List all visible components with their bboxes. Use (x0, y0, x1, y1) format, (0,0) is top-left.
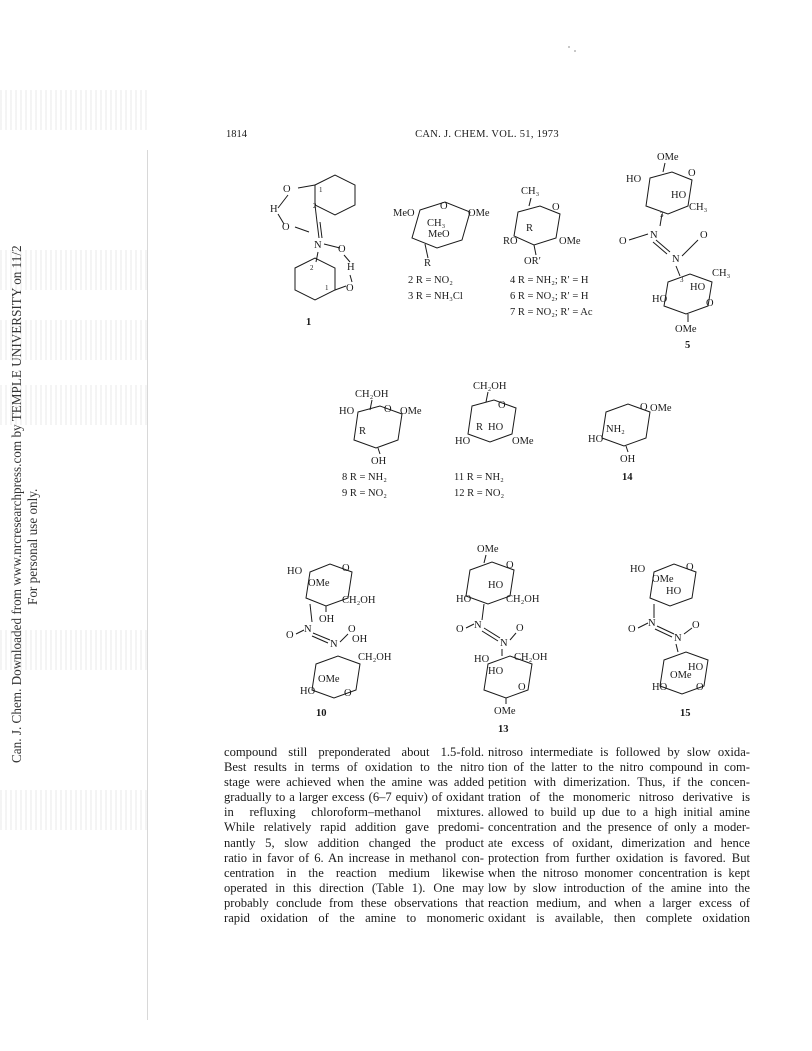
hydroxymethyl-label: CH₂OH (473, 381, 507, 392)
compound-2-3-structure (393, 201, 490, 302)
methoxy-label: OMe (559, 236, 581, 247)
compound-number-10: 10 (316, 708, 327, 719)
ring-oxygen-label: O (440, 201, 448, 212)
hydrogen-label: H (347, 262, 355, 273)
hydroxyl-label: HO (671, 190, 687, 201)
methoxy-label: MeO (393, 208, 415, 219)
caption-compound-9: 9 R = NO₂ (342, 488, 387, 499)
text-line: probably conclude from these observations that (224, 895, 484, 910)
ring-locant: 1 (325, 284, 329, 292)
scan-speck (568, 46, 570, 48)
methoxy-label: OMe (308, 578, 330, 589)
oxygen-label: O (283, 184, 291, 195)
amino-label: NH₂ (606, 424, 625, 435)
text-line: in refluxing chloroform–methanol mixtures. (224, 805, 484, 820)
compound-number-14: 14 (622, 472, 633, 483)
hydroxyl-label: HO (339, 406, 355, 417)
scan-edge-line (147, 150, 148, 1020)
nitrogen-label: N (304, 624, 312, 635)
hydroxyl-label: HO (652, 294, 668, 305)
hydroxyl-label: OH (319, 614, 335, 625)
methyl-label: CH₃ (521, 186, 540, 197)
compound-number-15: 15 (680, 708, 691, 719)
hydroxyl-label: HO (666, 586, 682, 597)
hydroxyl-label: OH (371, 456, 387, 467)
hydroxyl-label: HO (652, 682, 668, 693)
text-line: petition with dimerization. Thus, if the concen- (488, 775, 750, 790)
text-line: rapid oxidation of the amine to monomeric (224, 911, 484, 926)
ring-oxygen-label: O (506, 560, 514, 571)
oxygen-label: O (282, 222, 290, 233)
text-line: oxidant is available, then complete oxidation (488, 911, 750, 926)
compound-11-12-structure (454, 381, 534, 499)
compound-4-6-7-structure (503, 186, 593, 318)
hydroxyl-label: HO (488, 666, 504, 677)
body-text-right-column (488, 745, 750, 926)
methoxy-label: OMe (512, 436, 534, 447)
structures-figure (225, 143, 765, 743)
compound-15-structure (628, 562, 708, 719)
substituent-ro-label: RO (503, 236, 518, 247)
text-line: ate excess of oxidant, dimerization and hence (488, 835, 750, 850)
text-line: protection from further oxidation is favored. But (488, 850, 750, 865)
oxygen-label: O (286, 630, 294, 641)
nitrogen-label: N (672, 254, 680, 265)
methoxy-label: OMe (468, 208, 490, 219)
hydroxyl-label: HO (455, 436, 471, 447)
compound-10-structure (286, 563, 392, 719)
oxygen-label: O (628, 624, 636, 635)
page-number: 1814 (226, 129, 247, 140)
caption-compound-4: 4 R = NH₂; R′ = H (510, 275, 589, 286)
text-line: gradually to a larger excess (6–7 equiv) of oxidant (224, 790, 484, 805)
substituent-r-label: R (424, 258, 432, 269)
text-line: reaction medium, and when a larger excess of (488, 895, 750, 910)
ring-oxygen-label: O (498, 400, 506, 411)
ring-oxygen-label: O (696, 682, 704, 693)
methoxy-label: OMe (494, 706, 516, 717)
hydroxymethyl-label: CH₂OH (358, 652, 392, 663)
ring-oxygen-label: O (640, 402, 648, 413)
text-line: stage were achieved when the amine was added (224, 775, 484, 790)
caption-compound-3: 3 R = NH₃Cl (408, 291, 463, 302)
text-line: Best results in terms of oxidation to the nitro (224, 760, 484, 775)
compound-number-13: 13 (498, 724, 509, 735)
methoxy-label: OMe (650, 403, 672, 414)
hydroxymethyl-label: CH₂OH (355, 389, 389, 400)
hydroxyl-label: HO (488, 422, 504, 433)
ring-locant: 2 (310, 264, 314, 272)
methyl-label: CH₃ (427, 218, 446, 229)
hydroxymethyl-label: CH₂OH (514, 652, 548, 663)
text-line: operated in this direction (Table 1). One may (224, 880, 484, 895)
text-line: low by slow introduction of the amine into the (488, 880, 750, 895)
oxygen-label: O (619, 236, 627, 247)
ring-locant: 2 (313, 202, 317, 210)
oxygen-label: O (700, 230, 708, 241)
methyl-label: CH₃ (689, 202, 708, 213)
hydroxyl-label: HO (588, 434, 604, 445)
nitrogen-label: N (500, 638, 508, 649)
caption-compound-6: 6 R = NO₂; R′ = H (510, 291, 589, 302)
journal-running-title: CAN. J. CHEM. VOL. 51, 1973 (415, 129, 559, 140)
hydroxyl-label: OH (352, 634, 368, 645)
text-line: tion of the latter to the nitro compound in com- (488, 760, 750, 775)
compound-8-9-structure (339, 389, 422, 499)
compound-1-structure (270, 175, 355, 328)
text-line: ratio in favor of 6. An increase in methanol con- (224, 850, 484, 865)
scan-speck (574, 50, 576, 52)
caption-compound-2: 2 R = NO₂ (408, 275, 453, 286)
ring-oxygen-label: O (686, 562, 694, 573)
nitrogen-label: N (314, 240, 322, 251)
ring-locant: 1 (319, 186, 323, 194)
compound-14-structure (588, 402, 672, 483)
methoxy-label: OMe (652, 574, 674, 585)
substituent-or-prime-label: OR′ (524, 256, 541, 267)
hydroxyl-label: HO (630, 564, 646, 575)
ring-oxygen-label: O (688, 168, 696, 179)
hydroxyl-label: HO (300, 686, 316, 697)
download-watermark (4, 245, 44, 765)
methoxy-label: OMe (675, 324, 697, 335)
compound-13-structure (456, 544, 548, 735)
hydroxyl-label: HO (690, 282, 706, 293)
watermark-line-1: Can. J. Chem. Downloaded from www.nrcresearchpress.com by TEMPLE UNIVERSITY on 11/23/14 (9, 245, 24, 763)
nitrogen-label: N (674, 633, 682, 644)
substituent-r-label: R (359, 426, 367, 437)
compound-number-1: 1 (306, 317, 312, 328)
methoxy-label: OMe (657, 152, 679, 163)
oxygen-label: O (456, 624, 464, 635)
compound-number-5: 5 (685, 340, 691, 351)
hydroxymethyl-label: CH₂OH (342, 595, 376, 606)
ring-oxygen-label: O (552, 202, 560, 213)
compound-5-structure (619, 152, 731, 351)
ring-locant: 3 (660, 211, 664, 219)
ring-oxygen-label: O (706, 298, 714, 309)
nitrogen-label: N (650, 230, 658, 241)
text-line: nitroso intermediate is followed by slow oxida- (488, 745, 750, 759)
methoxy-label: OMe (318, 674, 340, 685)
scan-artifact (0, 90, 150, 130)
hydrogen-label: H (270, 204, 278, 215)
scan-artifact (0, 790, 150, 830)
ring-oxygen-label: O (384, 404, 392, 415)
text-line: concentration and the presence of only a moder- (488, 820, 750, 835)
hydroxymethyl-label: CH₂OH (506, 594, 540, 605)
ring-oxygen-label: O (342, 563, 350, 574)
substituent-r-label: R (476, 422, 484, 433)
oxygen-label: O (516, 623, 524, 634)
hydroxyl-label: HO (287, 566, 303, 577)
oxygen-label: O (348, 624, 356, 635)
ring-oxygen-label: O (518, 682, 526, 693)
body-text-left-column (224, 745, 484, 926)
nitrogen-label: N (474, 620, 482, 631)
oxygen-label: O (346, 283, 354, 294)
hydroxyl-label: HO (688, 662, 704, 673)
text-line: While relatively rapid addition gave predomi- (224, 820, 484, 835)
ring-oxygen-label: O (344, 688, 352, 699)
caption-compound-7: 7 R = NO₂; R′ = Ac (510, 307, 593, 318)
substituent-r-label: R (526, 223, 534, 234)
oxygen-label: O (692, 620, 700, 631)
methyl-label: CH₃ (712, 268, 731, 279)
text-line: tration of the monomeric nitroso derivative is (488, 790, 750, 805)
text-line: nantly 5, slow addition changed the product (224, 835, 484, 850)
oxygen-label: O (338, 244, 346, 255)
hydroxyl-label: OH (620, 454, 636, 465)
hydroxyl-label: HO (474, 654, 490, 665)
hydroxyl-label: HO (626, 174, 642, 185)
hydroxyl-label: HO (456, 594, 472, 605)
text-line: compound still preponderated about 1.5-fold. (224, 745, 484, 759)
text-line: allowed to build up due to a high initial amine (488, 805, 750, 820)
nitrogen-label: N (330, 639, 338, 650)
watermark-line-2: For personal use only. (25, 488, 40, 605)
caption-compound-12: 12 R = NO₂ (454, 488, 505, 499)
caption-compound-8: 8 R = NH₂ (342, 472, 387, 483)
methoxy-label: OMe (477, 544, 499, 555)
methoxy-label: MeO (428, 229, 450, 240)
text-line: centration in the reaction medium likewise (224, 865, 484, 880)
nitrogen-label: N (648, 618, 656, 629)
text-line: when the nitroso monomer concentration is kept (488, 865, 750, 880)
methoxy-label: OMe (400, 406, 422, 417)
caption-compound-11: 11 R = NH₂ (454, 472, 504, 483)
hydroxyl-label: HO (488, 580, 504, 591)
methoxy-label: OMe (670, 670, 692, 681)
ring-locant: 3 (680, 276, 684, 284)
